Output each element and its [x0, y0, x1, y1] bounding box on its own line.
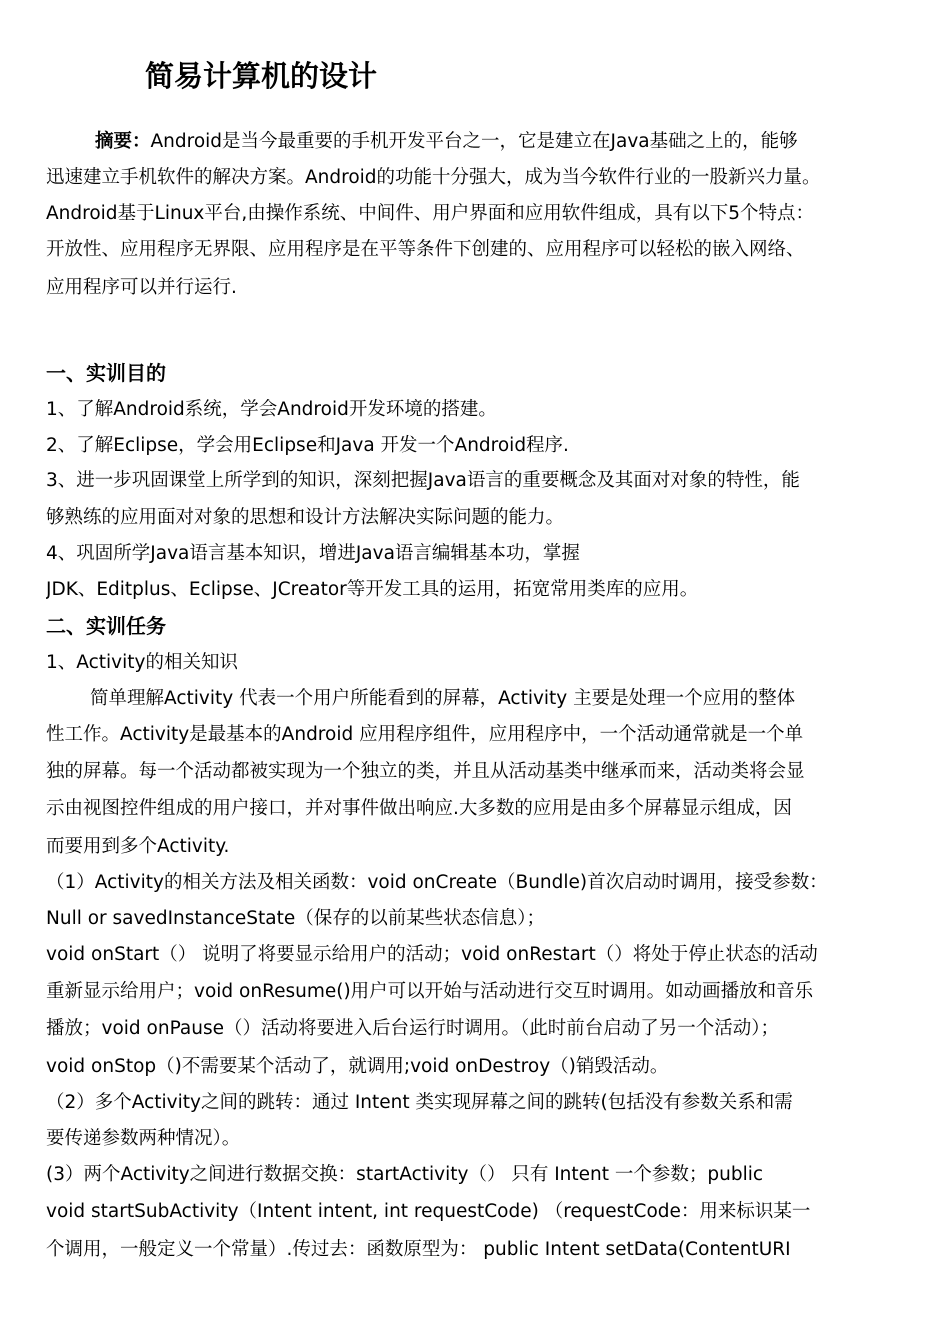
abstract-line-5: 应用程序可以并行运行. — [46, 277, 237, 298]
objective-line: 2、了解Eclipse，学会用Eclipse和Java 开发一个Android程序. — [46, 435, 569, 456]
detail-line: 重新显示给用户；void onResume()用户可以开始与活动进行交互时调用。如动画播放和音乐 — [46, 981, 814, 1002]
objective-line: 4、巩固所学Java语言基本知识，增进Java语言编辑基本功，掌握 — [46, 543, 580, 564]
paragraph-line: 示由视图控件组成的用户接口，并对事件做出响应.大多数的应用是由多个屏幕显示组成，因 — [46, 798, 792, 819]
abstract-line-4: 开放性、应用程序无界限、应用程序是在平等条件下创建的、应用程序可以轻松的嵌入网络、 — [46, 239, 805, 260]
objective-line: 3、进一步巩固课堂上所学到的知识，深刻把握Java语言的重要概念及其面对对象的特性，能 — [46, 470, 800, 491]
detail-line: void onStop（)不需要某个活动了，就调用;void onDestroy（)销毁活动。 — [46, 1056, 669, 1077]
abstract-text: Android是当今最重要的手机开发平台之一，它是建立在Java基础之上的，能够 — [150, 131, 798, 152]
detail-line: （2）多个Activity之间的跳转：通过 Intent 类实现屏幕之间的跳转(包括没有参数关系和需 — [46, 1092, 793, 1113]
task-subheading: 1、Activity的相关知识 — [46, 652, 238, 673]
detail-line: void onStart（） 说明了将要显示给用户的活动；void onRestart（）将处于停止状态的活动 — [46, 944, 818, 965]
paragraph-line: 而要用到多个Activity. — [46, 836, 230, 857]
section-heading-objectives: 一、实训目的 — [46, 361, 166, 385]
detail-line: 个调用，一般定义一个常量）.传过去：函数原型为： public Intent setData(ContentURI — [46, 1239, 791, 1260]
paragraph-line: 独的屏幕。每一个活动都被实现为一个独立的类，并且从活动基类中继承而来，活动类将会显 — [46, 761, 805, 782]
abstract-line-2: 迅速建立手机软件的解决方案。Android的功能十分强大，成为当今软件行业的一股新兴力量。 — [46, 167, 821, 188]
detail-line: Null or savedInstanceState（保存的以前某些状态信息）； — [46, 908, 545, 929]
objective-line: JDK、Editplus、Eclipse、JCreator等开发工具的运用，拓宽常用类库的应用。 — [46, 579, 699, 600]
detail-line: 要传递参数两种情况）。 — [46, 1128, 241, 1149]
detail-line: (3）两个Activity之间进行数据交换：startActivity（） 只有 Intent 一个参数；public — [46, 1164, 764, 1185]
detail-line: void startSubActivity（Intent intent, int requestCode) （requestCode：用来标识某一 — [46, 1201, 811, 1222]
abstract-line-3: Android基于Linux平台,由操作系统、中间件、用户界面和应用软件组成，具有以下5个特点： — [46, 203, 815, 224]
detail-line: 播放；void onPause（）活动将要进入后台运行时调用。（此时前台启动了另一个活动）； — [46, 1018, 779, 1039]
paragraph-line: 性工作。Activity是最基本的Android 应用程序组件，应用程序中，一个活动通常就是一个单 — [46, 724, 804, 745]
objective-line: 够熟练的应用面对对象的思想和设计方法解决实际问题的能力。 — [46, 507, 565, 528]
paragraph-line: 简单理解Activity 代表一个用户所能看到的屏幕，Activity 主要是处理一个应用的整体 — [90, 688, 796, 709]
document-title: 简易计算机的设计 — [145, 59, 378, 93]
objective-line: 1、了解Android系统，学会Android开发环境的搭建。 — [46, 399, 497, 420]
abstract-label: 摘要： — [95, 131, 151, 152]
abstract-line-1 — [95, 124, 915, 160]
detail-line: （1）Activity的相关方法及相关函数：void onCreate（Bundle)首次启动时调用，接受参数： — [46, 872, 828, 893]
section-heading-tasks: 二、实训任务 — [46, 614, 166, 638]
